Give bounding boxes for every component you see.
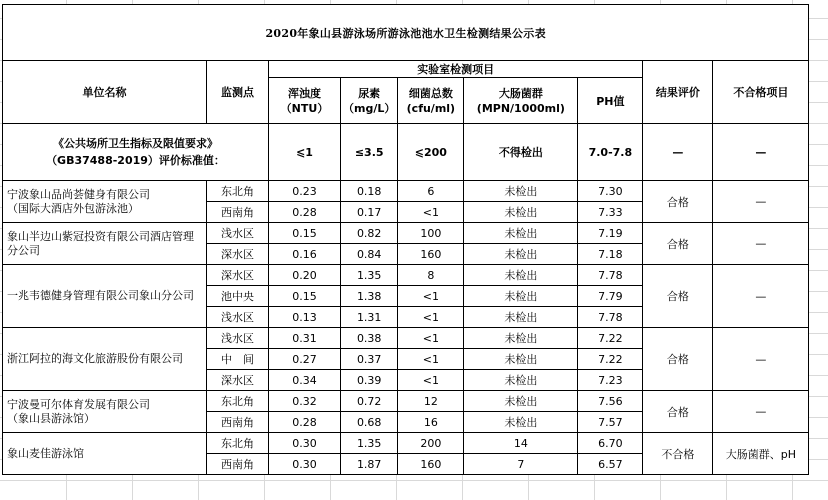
fail-items: —: [713, 328, 809, 391]
urea-value: 0.39: [341, 370, 398, 391]
ecoli-value: 未检出: [464, 202, 578, 223]
monitor-point: 东北角: [207, 181, 269, 202]
ph-value: 7.23: [578, 370, 643, 391]
header-ecoli: [464, 78, 578, 124]
header-urea: [341, 78, 398, 124]
unit-name: 象山麦佳游泳馆: [7, 446, 84, 460]
standard-label: [3, 124, 269, 181]
standard-ph: 7.0-7.8: [578, 124, 643, 181]
bacteria-value: <1: [398, 370, 464, 391]
ecoli-value: 14: [464, 433, 578, 454]
bacteria-value: 16: [398, 412, 464, 433]
turbidity-value: 0.32: [269, 391, 341, 412]
ecoli-value: 未检出: [464, 265, 578, 286]
ph-value: 7.18: [578, 244, 643, 265]
urea-value: 0.72: [341, 391, 398, 412]
result-evaluation: 不合格: [643, 433, 713, 475]
unit-name: 宁波曼可尔体育发展有限公司: [7, 397, 150, 411]
turbidity-value: 0.15: [269, 223, 341, 244]
unit-name: （国际大酒店外包游泳池）: [7, 201, 139, 215]
unit-name-cell: [3, 391, 207, 433]
fail-items: —: [713, 265, 809, 328]
monitor-point: 西南角: [207, 412, 269, 433]
standard-result: —: [643, 124, 713, 181]
result-evaluation: 合格: [643, 223, 713, 265]
fail-items: —: [713, 223, 809, 265]
bacteria-value: 6: [398, 181, 464, 202]
monitor-point: 浅水区: [207, 223, 269, 244]
result-evaluation: 合格: [643, 265, 713, 328]
result-evaluation: 合格: [643, 181, 713, 223]
monitor-point: 西南角: [207, 202, 269, 223]
urea-value: 1.38: [341, 286, 398, 307]
ecoli-value: 未检出: [464, 328, 578, 349]
standard-bacteria: ⩽200: [398, 124, 464, 181]
table-row: [3, 223, 809, 244]
table-row: [3, 328, 809, 349]
gridline: [0, 480, 828, 481]
urea-value: 0.38: [341, 328, 398, 349]
monitor-point: 东北角: [207, 433, 269, 454]
urea-value: 1.35: [341, 265, 398, 286]
unit-name-cell: [3, 433, 207, 475]
ecoli-value: 未检出: [464, 181, 578, 202]
page-title: 2020年象山县游泳场所游泳池池水卫生检测结果公示表: [3, 5, 809, 61]
urea-value: 0.18: [341, 181, 398, 202]
unit-name: 浙江阿拉的海文化旅游股份有限公司: [7, 352, 183, 365]
turbidity-value: 0.34: [269, 370, 341, 391]
unit-name: 分公司: [7, 243, 40, 257]
header-result: 结果评价: [643, 61, 713, 124]
monitor-point: 浅水区: [207, 307, 269, 328]
bacteria-value: <1: [398, 307, 464, 328]
ecoli-value: 未检出: [464, 307, 578, 328]
monitor-point: 中 间: [207, 349, 269, 370]
ph-value: 7.19: [578, 223, 643, 244]
ecoli-value: 未检出: [464, 391, 578, 412]
ph-value: 6.57: [578, 454, 643, 475]
table-row: [3, 391, 809, 412]
table-row: [3, 433, 809, 454]
bacteria-value: <1: [398, 349, 464, 370]
bacteria-value: 200: [398, 433, 464, 454]
bacteria-value: 160: [398, 454, 464, 475]
header-unit-name: 单位名称: [3, 61, 207, 124]
urea-value: 0.37: [341, 349, 398, 370]
urea-value: 0.17: [341, 202, 398, 223]
urea-value: 0.82: [341, 223, 398, 244]
turbidity-value: 0.27: [269, 349, 341, 370]
bacteria-value: 8: [398, 265, 464, 286]
ph-value: 7.22: [578, 328, 643, 349]
turbidity-value: 0.16: [269, 244, 341, 265]
ecoli-value: 7: [464, 454, 578, 475]
turbidity-value: 0.28: [269, 412, 341, 433]
turbidity-value: 0.31: [269, 328, 341, 349]
ecoli-value: 未检出: [464, 244, 578, 265]
standard-turbidity: ⩽1: [269, 124, 341, 181]
header-ecoli-unit: (MPN/1000ml): [476, 101, 565, 115]
ph-value: 7.30: [578, 181, 643, 202]
urea-value: 1.31: [341, 307, 398, 328]
standard-urea: ≤3.5: [341, 124, 398, 181]
unit-name-cell: [3, 181, 207, 223]
unit-name: （象山县游泳馆）: [7, 411, 95, 425]
urea-value: 1.87: [341, 454, 398, 475]
header-lab-items: 实验室检测项目: [269, 61, 643, 78]
fail-items: 大肠菌群、pH: [713, 433, 809, 475]
ph-value: 6.70: [578, 433, 643, 454]
ph-value: 7.78: [578, 307, 643, 328]
ph-value: 7.56: [578, 391, 643, 412]
monitor-point: 深水区: [207, 370, 269, 391]
bacteria-value: 100: [398, 223, 464, 244]
header-turbidity-unit: （NTU）: [280, 101, 329, 115]
monitor-point: 深水区: [207, 244, 269, 265]
table-row: [3, 265, 809, 286]
turbidity-value: 0.20: [269, 265, 341, 286]
header-monitor-point: 监测点: [207, 61, 269, 124]
turbidity-value: 0.23: [269, 181, 341, 202]
bacteria-value: <1: [398, 286, 464, 307]
urea-value: 0.84: [341, 244, 398, 265]
turbidity-value: 0.15: [269, 286, 341, 307]
header-bacteria-unit: (cfu/ml): [406, 101, 456, 115]
ecoli-value: 未检出: [464, 286, 578, 307]
header-ecoli-name: 大肠菌群: [498, 86, 543, 100]
bacteria-value: 12: [398, 391, 464, 412]
monitor-point: 池中央: [207, 286, 269, 307]
turbidity-value: 0.13: [269, 307, 341, 328]
ph-value: 7.57: [578, 412, 643, 433]
result-evaluation: 合格: [643, 391, 713, 433]
monitor-point: 西南角: [207, 454, 269, 475]
monitor-point: 浅水区: [207, 328, 269, 349]
ph-value: 7.78: [578, 265, 643, 286]
result-evaluation: 合格: [643, 328, 713, 391]
urea-value: 1.35: [341, 433, 398, 454]
turbidity-value: 0.30: [269, 433, 341, 454]
ecoli-value: 未检出: [464, 412, 578, 433]
fail-items: —: [713, 181, 809, 223]
ecoli-value: 未检出: [464, 370, 578, 391]
standard-ecoli: 不得检出: [464, 124, 578, 181]
header-ph: PH值: [578, 78, 643, 124]
ecoli-value: 未检出: [464, 349, 578, 370]
monitor-point: 东北角: [207, 391, 269, 412]
results-table: [2, 4, 809, 475]
unit-name: 象山半边山紫冠投资有限公司酒店管理: [7, 229, 194, 243]
ecoli-value: 未检出: [464, 223, 578, 244]
unit-name-cell: [3, 265, 207, 328]
fail-items: —: [713, 391, 809, 433]
bacteria-value: <1: [398, 328, 464, 349]
header-turbidity: [269, 78, 341, 124]
header-turbidity-name: 浑浊度: [288, 86, 321, 100]
urea-value: 0.68: [341, 412, 398, 433]
header-urea-unit: （mg/L）: [343, 101, 396, 115]
header-bacteria-name: 细菌总数: [408, 86, 453, 100]
bacteria-value: 160: [398, 244, 464, 265]
ph-value: 7.33: [578, 202, 643, 223]
turbidity-value: 0.30: [269, 454, 341, 475]
unit-name: 一兆韦德健身管理有限公司象山分公司: [7, 289, 194, 302]
ph-value: 7.22: [578, 349, 643, 370]
standard-label-line2: （GB37488-2019）评价标准值：: [46, 154, 225, 167]
turbidity-value: 0.28: [269, 202, 341, 223]
standard-fail: —: [713, 124, 809, 181]
standard-label-line1: 《公共场所卫生指标及限值要求》: [53, 137, 218, 150]
header-bacteria: [398, 78, 464, 124]
bacteria-value: <1: [398, 202, 464, 223]
unit-name-cell: [3, 328, 207, 391]
header-urea-name: 尿素: [358, 86, 381, 100]
unit-name-cell: [3, 223, 207, 265]
monitor-point: 深水区: [207, 265, 269, 286]
unit-name: 宁波象山品尚荟健身有限公司: [7, 187, 150, 201]
ph-value: 7.79: [578, 286, 643, 307]
header-fail-items: 不合格项目: [713, 61, 809, 124]
table-row: [3, 181, 809, 202]
